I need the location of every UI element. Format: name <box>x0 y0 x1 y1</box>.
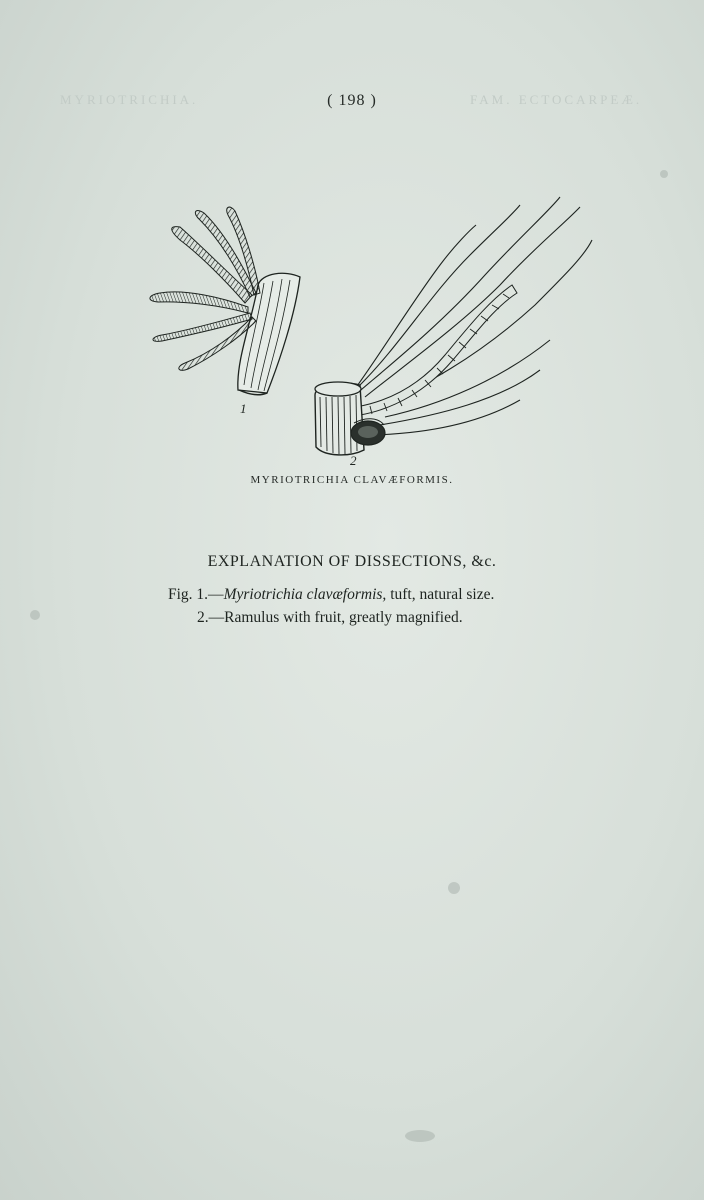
botanical-illustration <box>140 185 600 465</box>
bleed-through-text-block-3 <box>55 990 665 1180</box>
bleed-through-header-right: FAM. ECTOCARPEÆ. <box>470 92 643 107</box>
fig1-prefix: Fig. 1.— <box>168 586 224 603</box>
figure-2-ramulus <box>315 197 592 465</box>
figure-2-description <box>197 609 463 627</box>
paper-speck <box>448 882 460 894</box>
page-number: ( 198 ) <box>327 92 377 109</box>
paper-speck <box>405 1130 435 1142</box>
fig2-prefix: 2.— <box>197 609 225 626</box>
paper-speck <box>660 170 668 178</box>
fig2-text: Ramulus with fruit, greatly magnified. <box>224 609 463 626</box>
fig1-suffix: tuft, natural size. <box>386 586 495 603</box>
bleed-through-text-block-2 <box>55 640 665 970</box>
paper-speck <box>30 610 40 620</box>
figure-1-tuft <box>150 207 300 416</box>
figure-1-label: 1 <box>240 401 247 416</box>
figure-caption: MYRIOTRICHIA CLAVÆFORMIS. <box>250 474 454 486</box>
fig1-species-name: Myriotrichia clavæformis, <box>223 586 387 603</box>
figure-1-description <box>168 586 494 604</box>
bleed-through-header-left: MYRIOTRICHIA. <box>60 92 199 107</box>
explanation-heading: EXPLANATION OF DISSECTIONS, &c. <box>207 553 497 570</box>
seaweed-engraving <box>140 185 600 465</box>
figure-2-label: 2 <box>350 453 357 465</box>
